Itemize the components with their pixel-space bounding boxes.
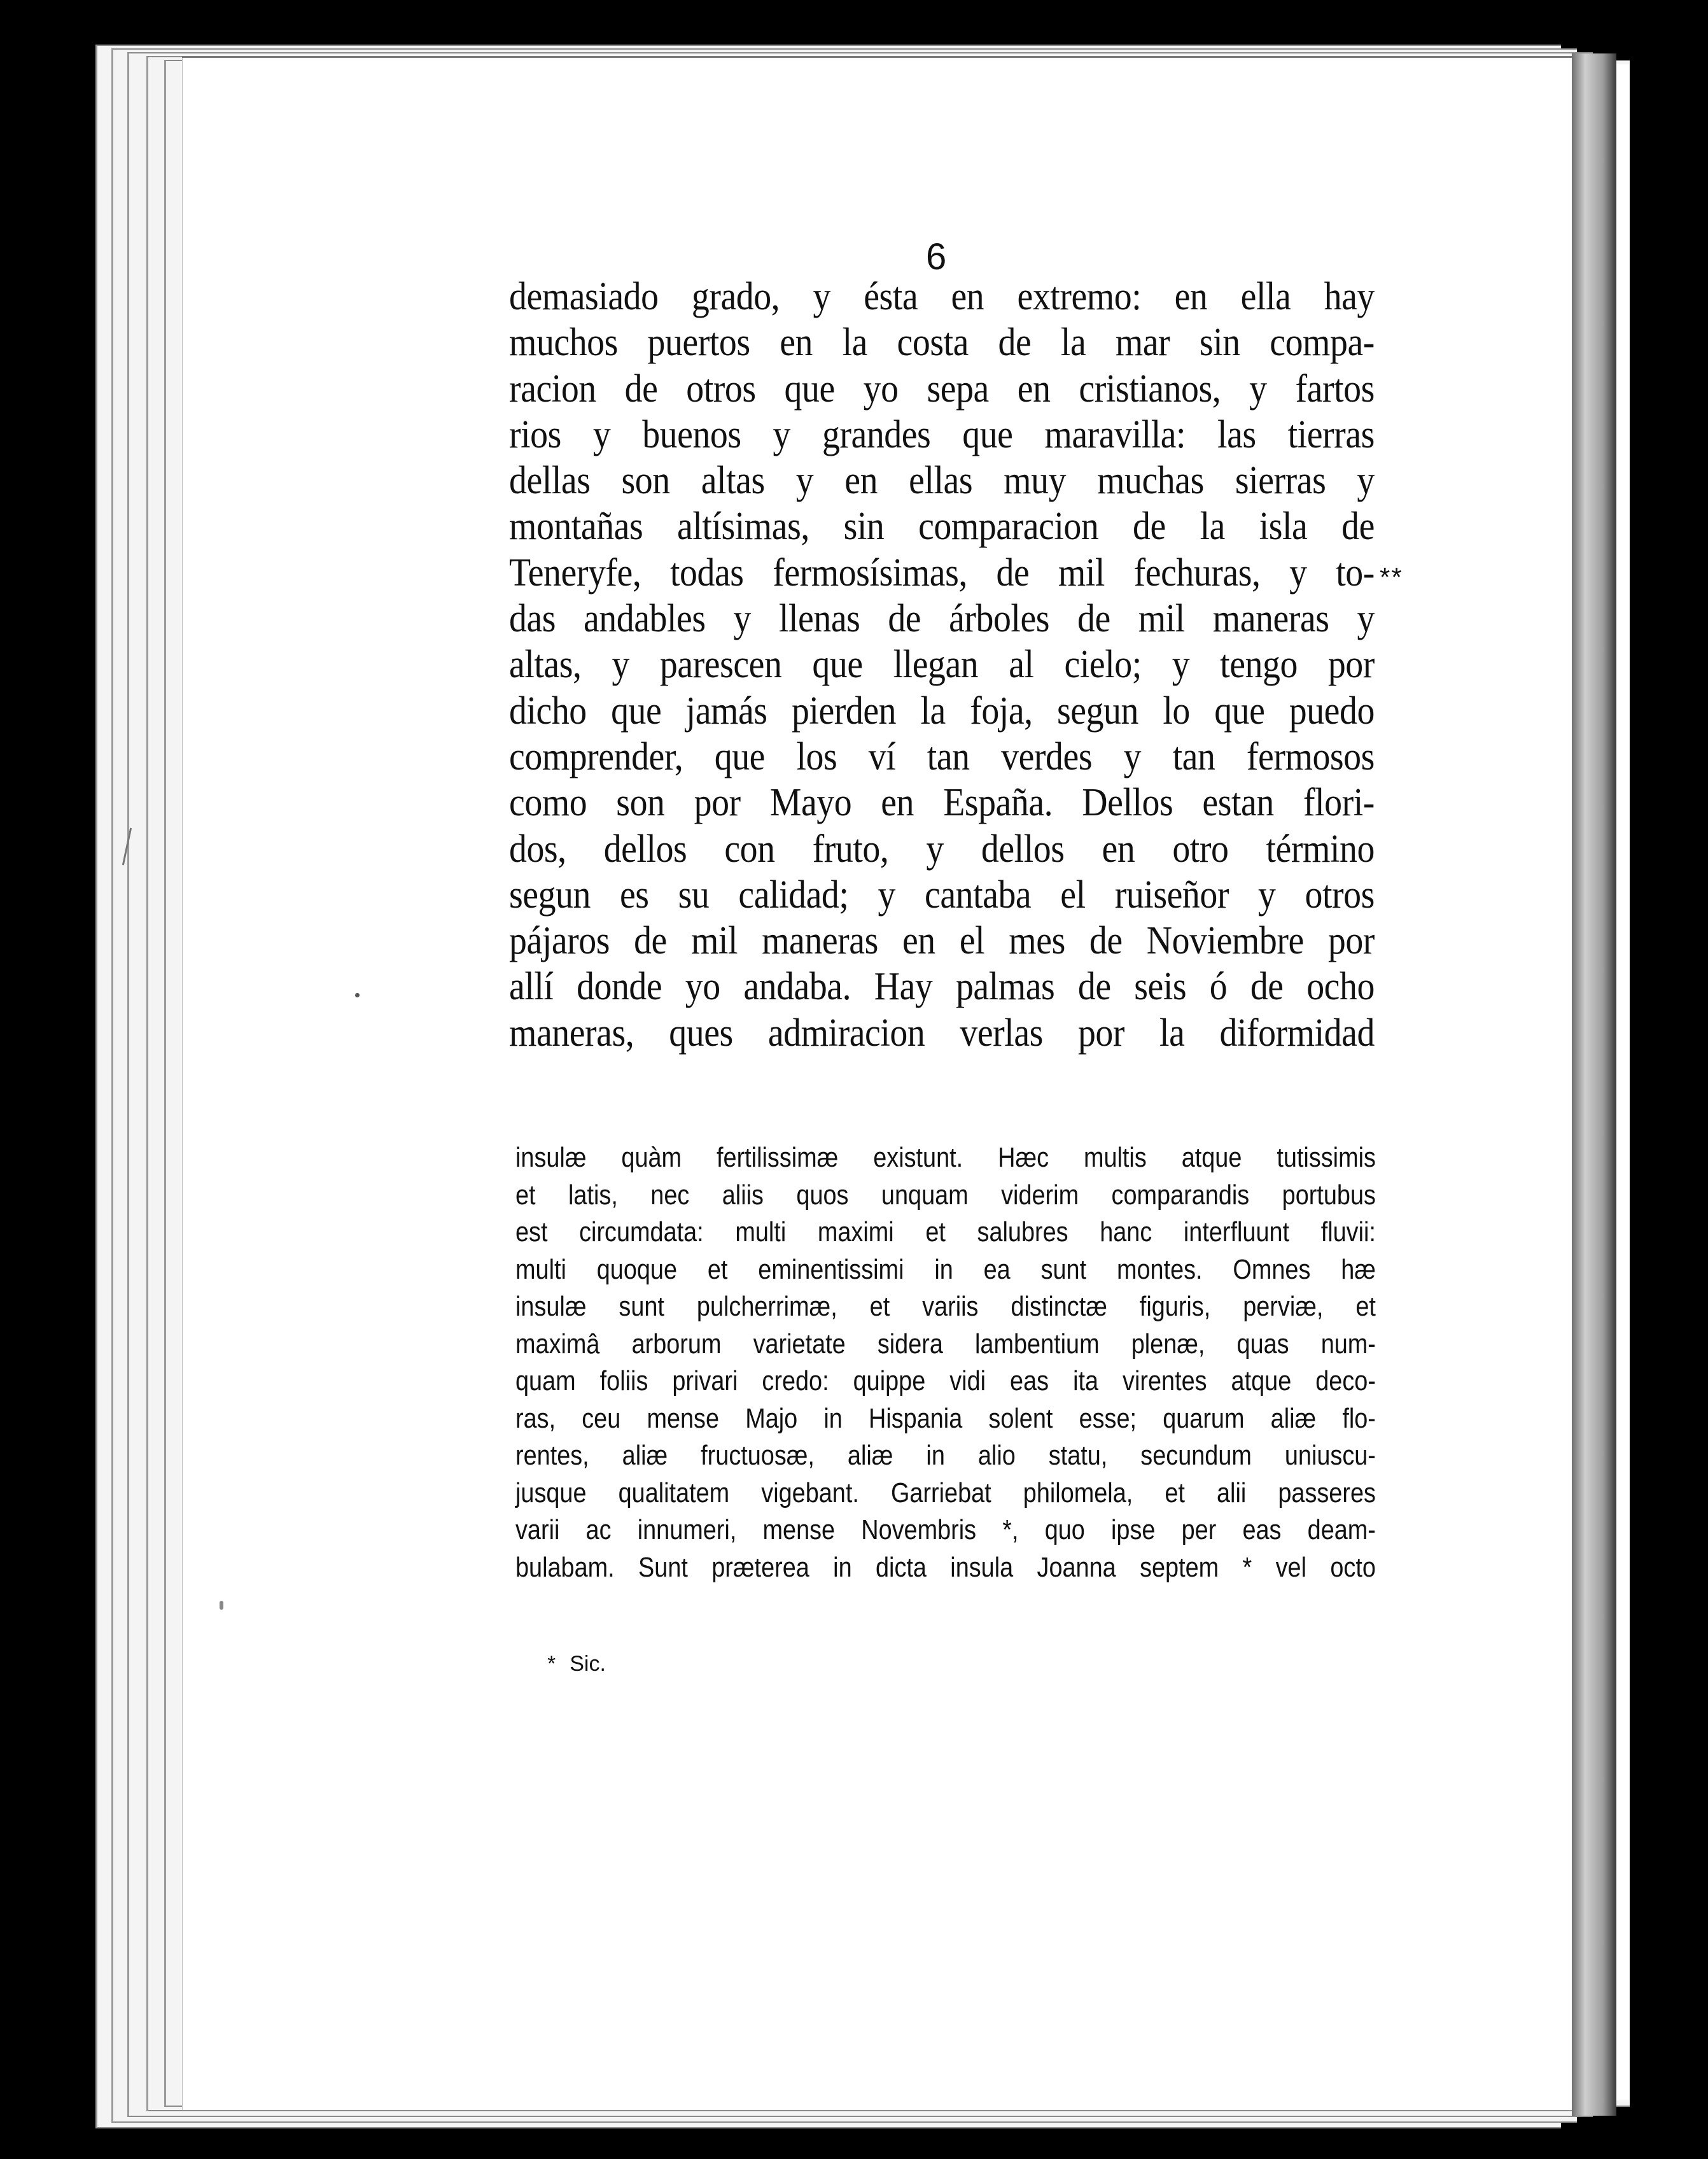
spanish-text-block <box>509 274 1375 1056</box>
text-line: dos, dellos con fruto, y dellos en otro término <box>509 827 1375 871</box>
text-line: comprender, que los ví tan verdes y tan fermosos <box>509 735 1375 778</box>
text-line: Teneryfe, todas fermosísimas, de mil fechuras, y to- <box>509 551 1375 594</box>
text-line: racion de otros que yo sepa en cristianos, y fartos <box>509 367 1375 411</box>
latin-text-block <box>515 1139 1376 1586</box>
text-line: pájaros de mil maneras en el mes de Noviembre por <box>509 919 1375 963</box>
text-line: rentes, aliæ fructuosæ, aliæ in alio statu, secundum uniuscu- <box>515 1440 1376 1471</box>
text-line: multi quoque et eminentissimi in ea sunt montes. Omnes hæ <box>515 1253 1376 1285</box>
footnote-marker: * <box>547 1652 556 1676</box>
right-page-edge <box>1616 64 1629 2100</box>
text-line: varii ac innumeri, mense Novembris *, quo ipse per eas deam- <box>515 1514 1376 1545</box>
binding-shadow <box>1572 53 1616 2116</box>
page-number: 6 <box>926 236 947 278</box>
text-line: allí donde yo andaba. Hay palmas de seis ó de ocho <box>509 965 1375 1009</box>
marginal-asterisks: ** <box>1380 562 1403 592</box>
text-line: montañas altísimas, sin comparacion de la isla de <box>509 505 1375 549</box>
text-line: como son por Mayo en España. Dellos estan flori- <box>509 781 1375 825</box>
ink-speck <box>355 993 360 997</box>
text-line: quam foliis privari credo: quippe vidi eas ita virentes atque deco- <box>515 1365 1376 1396</box>
text-line: maneras, ques admiracion verlas por la diformidad <box>509 1011 1375 1055</box>
text-line: das andables y llenas de árboles de mil maneras y <box>509 597 1375 641</box>
text-line: insulæ sunt pulcherrimæ, et variis distinctæ figuris, perviæ, et <box>515 1291 1376 1322</box>
footnote-text: Sic. <box>570 1652 606 1676</box>
text-line: dicho que jamás pierden la foja, segun lo que puedo <box>509 689 1375 733</box>
text-line: rios y buenos y grandes que maravilla: las tierras <box>509 412 1375 456</box>
text-line: segun es su calidad; y cantaba el ruiseñor y otros <box>509 873 1375 917</box>
text-line: altas, y parescen que llegan al cielo; y tengo por <box>509 643 1375 687</box>
footnote <box>547 1652 606 1677</box>
text-line: demasiado grado, y ésta en extremo: en ella hay <box>509 275 1375 318</box>
text-line: jusque qualitatem vigebant. Garriebat philomela, et alii passeres <box>515 1477 1376 1508</box>
text-line: ras, ceu mense Majo in Hispania solent esse; quarum aliæ flo- <box>515 1402 1376 1434</box>
text-line: et latis, nec aliis quos unquam viderim comparandis portubus <box>515 1179 1376 1211</box>
text-line: muchos puertos en la costa de la mar sin compa- <box>509 321 1375 365</box>
text-line: maximâ arborum varietate sidera lambentium plenæ, quas num- <box>515 1328 1376 1360</box>
text-line: dellas son altas y en ellas muy muchas sierras y <box>509 459 1375 503</box>
text-line: insulæ quàm fertilissimæ existunt. Hæc multis atque tutissimis <box>515 1142 1376 1173</box>
text-line: bulabam. Sunt præterea in dicta insula Joanna septem * vel octo <box>515 1551 1376 1583</box>
ink-speck <box>220 1601 223 1610</box>
text-line: est circumdata: multi maximi et salubres hanc interfluunt fluvii: <box>515 1216 1376 1248</box>
